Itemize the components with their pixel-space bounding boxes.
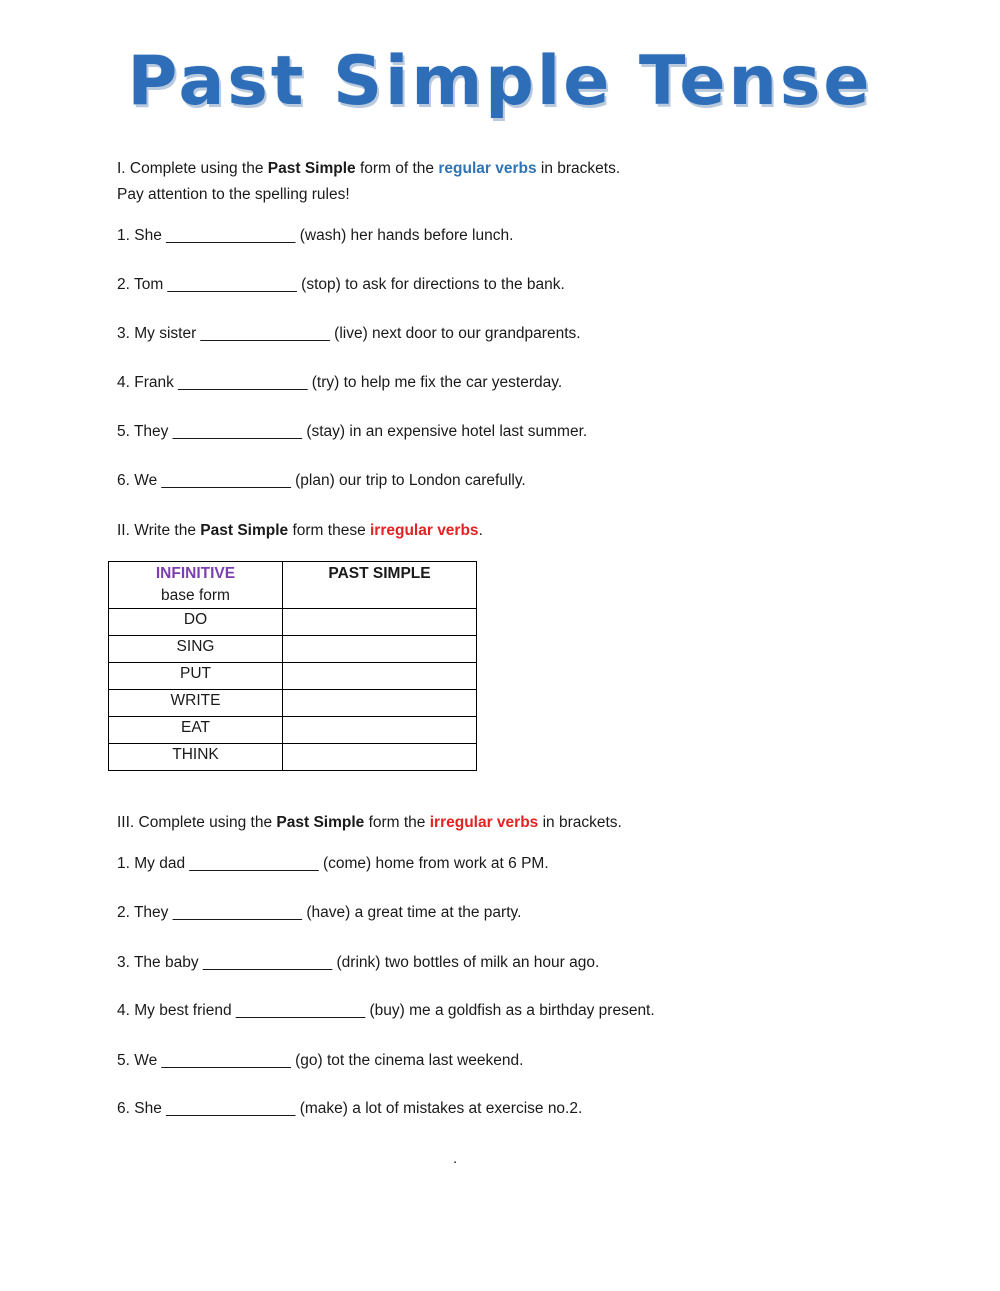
table-row xyxy=(109,744,477,771)
section1-intro-suffix: in brackets. xyxy=(536,160,621,177)
past-simple-header: PAST SIMPLE xyxy=(283,562,477,609)
section1-intro-prefix: I. Complete using the xyxy=(117,160,268,177)
footer-mark: . xyxy=(453,1150,458,1167)
section3-intro-prefix: III. Complete using the xyxy=(117,814,277,831)
section2-intro-prefix: II. Write the xyxy=(117,522,201,539)
section1-item-2: 2. Tom _______________ (stop) to ask for directions to the bank. xyxy=(117,276,565,293)
past-simple-answer-cell[interactable] xyxy=(283,717,477,744)
infinitive-header-main: INFINITIVE xyxy=(155,565,236,582)
past-simple-answer-cell[interactable] xyxy=(283,636,477,663)
section3-item-1: 1. My dad _______________ (come) home from work at 6 PM. xyxy=(117,855,549,872)
past-simple-answer-cell[interactable] xyxy=(283,690,477,717)
section1-item-4: 4. Frank _______________ (try) to help me fix the car yesterday. xyxy=(117,374,563,391)
section3-instruction xyxy=(117,813,622,833)
infinitive-cell: EAT xyxy=(109,717,283,744)
table-row xyxy=(109,717,477,744)
past-simple-answer-cell[interactable] xyxy=(283,744,477,771)
section1-regular-verbs-label: regular verbs xyxy=(438,160,537,177)
section3-intro-bold: Past Simple xyxy=(276,814,365,831)
table-header-row xyxy=(109,562,477,609)
section2-intro-bold: Past Simple xyxy=(200,522,289,539)
past-simple-answer-cell[interactable] xyxy=(283,663,477,690)
section1-intro-bold: Past Simple xyxy=(267,160,356,177)
section2-intro-mid: form these xyxy=(288,522,370,539)
section3-item-3: 3. The baby _______________ (drink) two bottles of milk an hour ago. xyxy=(117,954,600,971)
section1-instruction xyxy=(117,159,620,179)
infinitive-header xyxy=(109,562,283,609)
section1-item-3: 3. My sister _______________ (live) next door to our grandparents. xyxy=(117,325,581,342)
table-row xyxy=(109,636,477,663)
section3-item-4: 4. My best friend _______________ (buy) me a goldfish as a birthday present. xyxy=(117,1002,655,1019)
section2-irregular-verbs-label: irregular verbs xyxy=(370,522,479,539)
past-simple-answer-cell[interactable] xyxy=(283,609,477,636)
table-row xyxy=(109,663,477,690)
worksheet-title: Past Simple Tense xyxy=(127,42,873,121)
section1-item-6: 6. We _______________ (plan) our trip to London carefully. xyxy=(117,472,526,489)
section3-item-2: 2. They _______________ (have) a great time at the party. xyxy=(117,904,522,921)
infinitive-cell: SING xyxy=(109,636,283,663)
infinitive-cell: PUT xyxy=(109,663,283,690)
section3-irregular-verbs-label: irregular verbs xyxy=(429,814,539,831)
section2-instruction xyxy=(117,521,483,541)
irregular-verbs-table xyxy=(108,561,477,771)
infinitive-header-sub: base form xyxy=(161,587,230,604)
section3-item-5: 5. We _______________ (go) tot the cinema last weekend. xyxy=(117,1052,524,1069)
infinitive-cell: WRITE xyxy=(109,690,283,717)
section3-item-6: 6. She _______________ (make) a lot of mistakes at exercise no.2. xyxy=(117,1100,583,1117)
table-row xyxy=(109,609,477,636)
section1-intro-mid: form of the xyxy=(355,160,439,177)
infinitive-cell: THINK xyxy=(109,744,283,771)
section1-item-1: 1. She _______________ (wash) her hands before lunch. xyxy=(117,227,514,244)
section2-intro-suffix: . xyxy=(478,522,483,539)
table-row xyxy=(109,690,477,717)
section1-item-5: 5. They _______________ (stay) in an expensive hotel last summer. xyxy=(117,423,588,440)
section3-intro-mid: form the xyxy=(364,814,430,831)
infinitive-cell: DO xyxy=(109,609,283,636)
section1-note: Pay attention to the spelling rules! xyxy=(117,186,350,203)
section3-intro-suffix: in brackets. xyxy=(538,814,622,831)
